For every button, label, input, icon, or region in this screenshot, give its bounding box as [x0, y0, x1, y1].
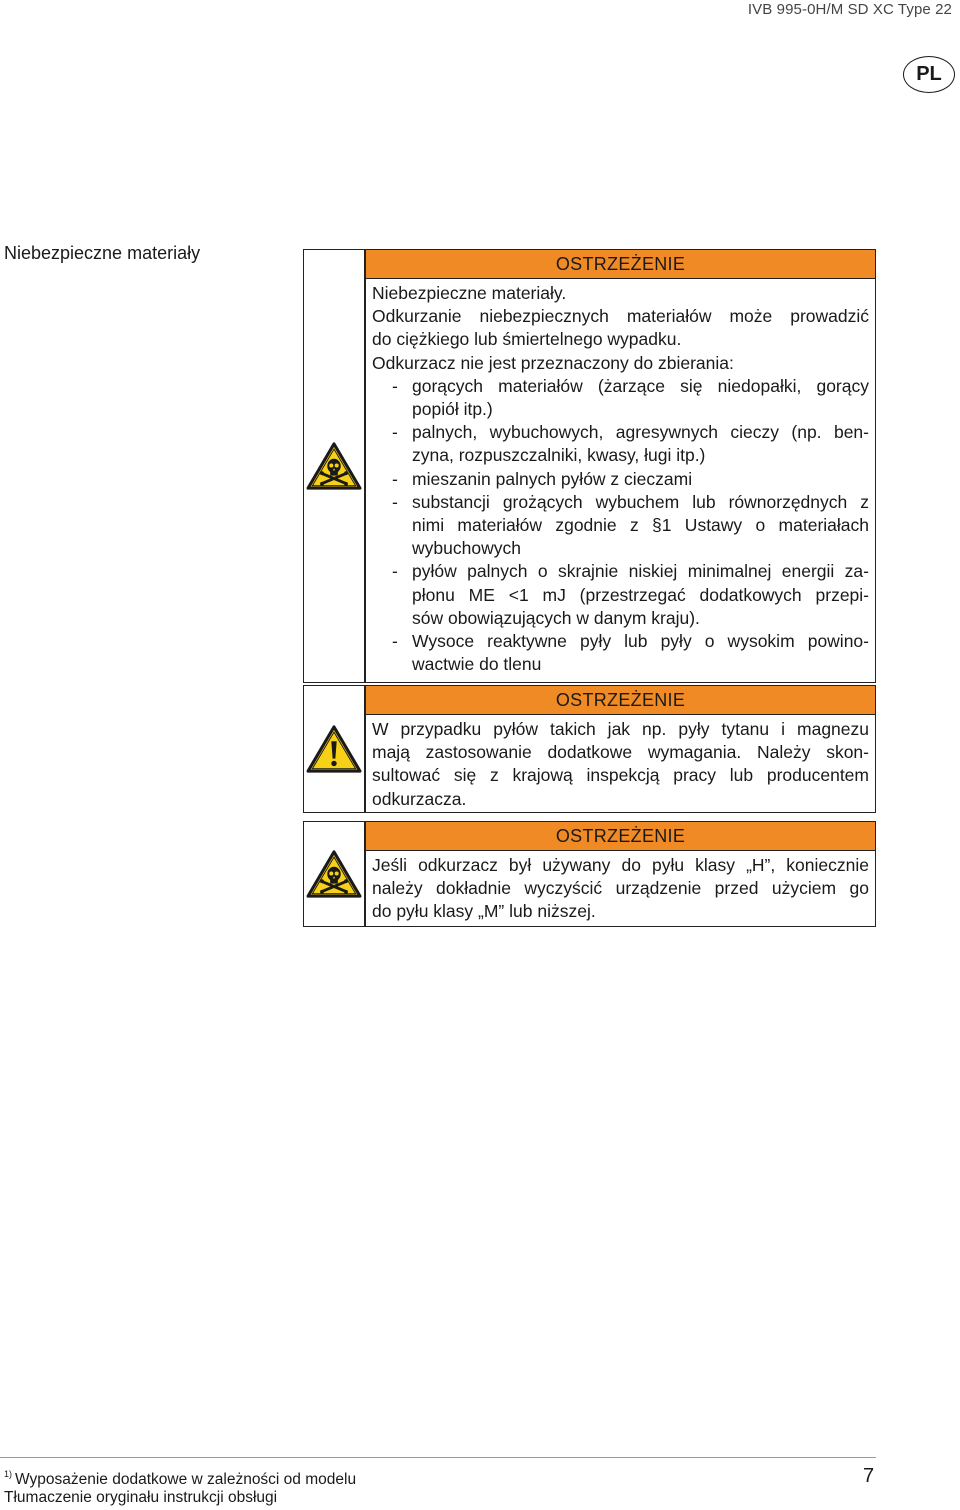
footnote-text: Wyposażenie dodatkowe w zależności od modelu [15, 1471, 357, 1488]
list-dash: - [392, 375, 398, 396]
list-item-line: wybuchowych [412, 538, 521, 559]
list-item-line: zyna, rozpuszczalniki, kwasy, ługi itp.) [412, 445, 706, 466]
warning-banner: OSTRZEŻENIE [366, 250, 875, 279]
list-item [372, 375, 869, 421]
list-item-line: mieszanin palnych pyłów z cieczami [412, 468, 693, 489]
warning-text [366, 851, 875, 924]
toxic-skull-icon [305, 849, 363, 899]
warning-line: mają zastosowanie dodatkowe wymagania. Należy skon- [372, 742, 869, 763]
warning-icon-cell [303, 249, 365, 683]
list-dash: - [392, 491, 398, 512]
warning-line: Jeśli odkurzacz był używany do pyłu klasy „H”, koniecznie [372, 855, 869, 875]
list-item-line: sów obowiązujących w danym kraju). [412, 607, 700, 628]
list-dash: - [392, 561, 398, 582]
footer-divider [0, 1457, 876, 1458]
list-item [372, 630, 869, 676]
warning-line: W przypadku pyłów takich jak np. pyły tytanu i magnezu [372, 719, 869, 739]
language-badge: PL [903, 56, 955, 93]
list-item [372, 491, 869, 561]
footnote [4, 1469, 356, 1489]
warning-line: do pyłu klasy „M” lub niższej. [372, 901, 596, 922]
warning-line: Odkurzanie niebezpiecznych materiałów może prowadzić [372, 306, 869, 327]
warning-icon-cell [303, 821, 365, 927]
list-item-line: popiół itp.) [412, 399, 493, 420]
section-heading: Niebezpieczne materiały [4, 243, 201, 263]
warning-content [365, 249, 876, 683]
list-item-line: pyłów palnych o skrajnie niskiej minimalnej energii za- [412, 561, 869, 582]
warning-icon-cell [303, 685, 365, 813]
list-item-line: Wysoce reaktywne pyły lub pyły o wysokim powino- [412, 631, 869, 652]
footnote-marker: 1) [4, 1469, 13, 1479]
warning-box-titanium-magnesium [303, 685, 876, 813]
toxic-skull-icon [305, 441, 363, 491]
warning-content [365, 685, 876, 813]
list-item-line: palnych, wybuchowych, agresywnych cieczy (np. ben- [412, 422, 869, 443]
warning-line: sultować się z krajową inspekcją pracy lub producentem [372, 765, 869, 786]
warning-box-class-h-dust [303, 821, 876, 927]
page-number: 7 [863, 1465, 875, 1487]
warning-line: należy dokładnie wyczyścić urządzenie przed użyciem go [372, 878, 869, 899]
list-item [372, 560, 869, 630]
warning-text [366, 715, 875, 811]
list-item-line: wactwie do tlenu [412, 654, 542, 675]
list-item [372, 421, 869, 467]
exclamation-warning-icon [305, 724, 363, 774]
list-dash: - [392, 631, 398, 652]
list-item-line: gorących materiałów (żarzące się niedopałki, gorący [412, 375, 869, 396]
list-item-line: nimi materiałów zgodnie z §1 Ustawy o materiałach [412, 515, 869, 536]
warning-banner: OSTRZEŻENIE [366, 822, 875, 851]
warning-banner: OSTRZEŻENIE [366, 686, 875, 715]
warning-line: odkurzacza. [372, 788, 467, 809]
translation-note: Tłumaczenie oryginału instrukcji obsługi [4, 1489, 278, 1506]
list-item-line: płonu ME <1 mJ (przestrzegać dodatkowych przepi- [412, 584, 869, 605]
warning-line: Niebezpieczne materiały. [372, 283, 567, 303]
warning-line: do ciężkiego lub śmiertelnego wypadku. [372, 329, 682, 350]
warning-text [366, 279, 875, 676]
list-dash: - [392, 422, 398, 443]
list-dash: - [392, 468, 398, 489]
warning-line: Odkurzacz nie jest przeznaczony do zbierania: [372, 352, 734, 373]
warning-content [365, 821, 876, 927]
document-model-title: IVB 995-0H/M SD XC Type 22 [747, 1, 952, 18]
warning-box-hazardous-materials [303, 249, 876, 683]
list-item-line: substancji grożących wybuchem lub równorzędnych z [412, 491, 869, 512]
list-item [372, 468, 869, 491]
